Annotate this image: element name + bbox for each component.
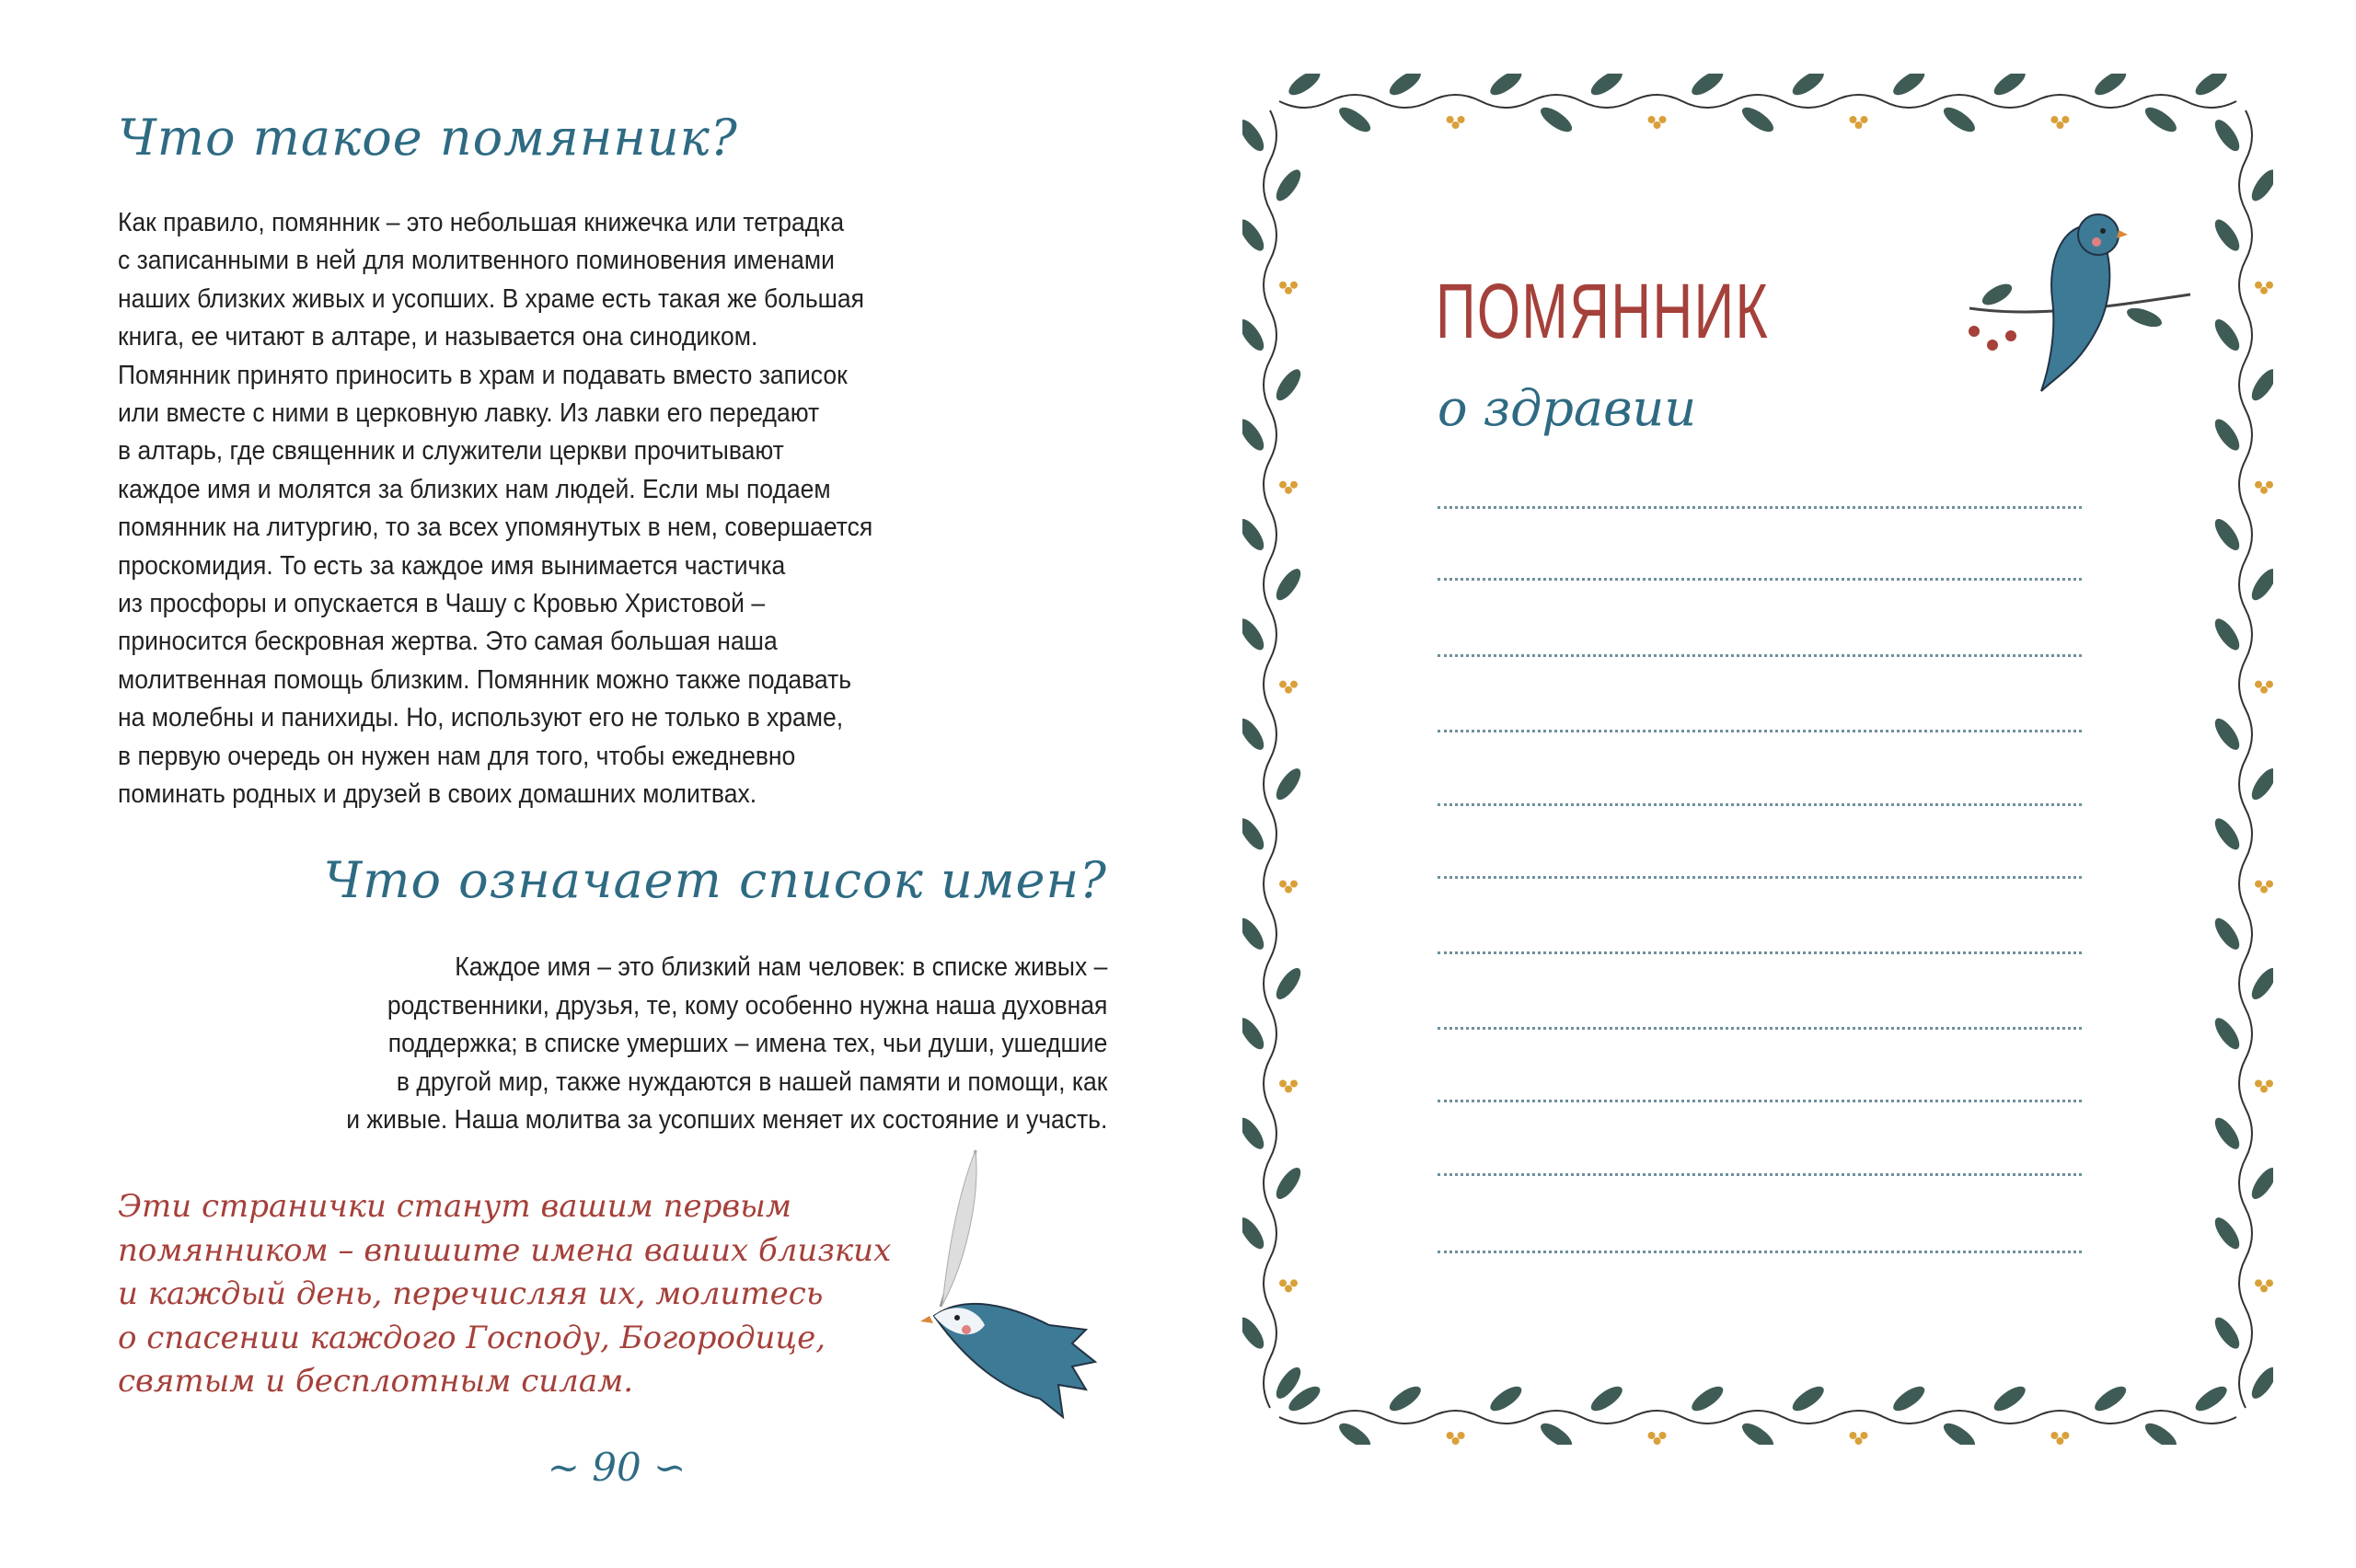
text-line: каждое имя и молятся за близких нам людей. Если мы подаем	[118, 474, 831, 504]
leaf-icon	[1242, 316, 1268, 354]
leaf-icon	[1272, 166, 1305, 204]
leaf-icon	[2142, 103, 2180, 136]
leaf-icon	[2211, 515, 2244, 554]
leaf-icon	[2211, 1314, 2244, 1353]
leaf-icon	[1242, 1314, 1268, 1353]
text-line: родственники, друзья, те, кому особенно нужна наша духовная	[387, 990, 1107, 1020]
leaf-icon	[2211, 715, 2244, 754]
leaf-icon	[2247, 1164, 2273, 1203]
leaf-icon	[1588, 1382, 1626, 1415]
instruction-note	[118, 1185, 891, 1404]
leaf-icon	[2211, 416, 2244, 455]
leaf-icon	[1537, 1419, 1576, 1445]
text-line: в алтарь, где священник и служители церкви прочитывают	[118, 436, 784, 467]
heading-what-names-list-means: Что означает список имен?	[323, 851, 1107, 909]
leaf-icon	[1272, 565, 1305, 604]
leaf-icon	[1242, 715, 1268, 754]
name-entry-line[interactable]	[1438, 730, 2082, 732]
leaf-icon	[1386, 74, 1425, 99]
leaf-icon	[2211, 316, 2244, 354]
text-line: приносится бескровная жертва. Это самая большая наша	[118, 627, 778, 657]
text-line: в другой мир, также нуждаются в нашей памяти и помощи, как	[396, 1066, 1107, 1097]
paragraph-2	[346, 949, 1107, 1140]
name-entry-line[interactable]	[1438, 1251, 2082, 1253]
text-line: и живые. Наша молитва за усопших меняет их состояние и участь.	[345, 1105, 1107, 1135]
name-entry-line[interactable]	[1438, 1173, 2082, 1176]
leaf-icon	[2091, 74, 2130, 99]
name-entry-line[interactable]	[1438, 654, 2082, 657]
page-number-value: 90	[592, 1445, 641, 1490]
leaf-icon	[1242, 615, 1268, 653]
text-line: святым и бесплотным силам.	[118, 1363, 634, 1400]
leaf-icon	[2247, 565, 2273, 604]
text-line: наших близких живых и усопших. В храме есть такая же большая	[118, 283, 865, 314]
text-line: помянником – впишите имена ваших близких	[118, 1231, 892, 1269]
leaf-icon	[1688, 74, 1727, 99]
leaf-icon	[1272, 964, 1305, 1003]
bluebird-on-branch-illustration	[1960, 207, 2200, 419]
pomyannik-title: ПОМЯННИК	[1436, 268, 1770, 354]
leaf-icon	[2247, 964, 2273, 1003]
name-entry-line[interactable]	[1438, 578, 2082, 581]
leaf-icon	[1789, 1382, 1828, 1415]
flourish-right-icon: ∽	[653, 1445, 687, 1490]
text-line: с записанными в ней для молитвенного поминовения именами	[118, 246, 835, 276]
leaf-icon	[2247, 365, 2273, 404]
page-number	[525, 1445, 709, 1490]
text-line: поддержка; в списке умерших – имена тех, чьи души, ушедшие	[387, 1029, 1108, 1058]
name-entry-line[interactable]	[1438, 506, 2082, 509]
text-line: или вместе с ними в церковную лавку. Из лавки его передают	[118, 398, 820, 429]
leaf-icon	[1242, 1114, 1268, 1153]
flourish-left-icon: ∼	[547, 1445, 580, 1490]
leaf-icon	[2211, 1114, 2244, 1153]
leaf-icon	[1242, 116, 1268, 155]
text-line: и каждый день, перечисляя их, молитесь	[118, 1275, 824, 1312]
leaf-icon	[2211, 915, 2244, 953]
leaf-icon	[1537, 103, 1576, 136]
leaf-icon	[2091, 1382, 2130, 1415]
text-line: проскомидия. То есть за каждое имя вынимается частичка	[118, 550, 786, 581]
leaf-icon	[1789, 74, 1828, 99]
leaf-icon	[1991, 1382, 2029, 1415]
text-line: книга, ее читают в алтаре, и называется она синодиком.	[118, 322, 758, 352]
leaf-icon	[2211, 116, 2244, 155]
text-line: в первую очередь он нужен нам для того, чтобы ежедневно	[118, 741, 796, 771]
leaf-icon	[1242, 1214, 1268, 1252]
text-line: Каждое имя – это близкий нам человек: в списке живых –	[454, 952, 1107, 982]
leaf-icon	[1940, 1419, 1979, 1445]
leaf-icon	[1272, 765, 1305, 803]
text-line: Как правило, помянник – это небольшая книжечка или тетрадка	[118, 208, 845, 237]
leaf-icon	[1335, 1419, 1374, 1445]
text-line: молитвенная помощь близким. Помянник можно также подавать	[118, 664, 852, 695]
text-line: Помянник принято приносить в храм и подавать вместо записок	[118, 360, 848, 390]
dove-with-quill-illustration	[911, 1141, 1114, 1435]
leaf-icon	[1940, 103, 1979, 136]
leaf-icon	[1738, 1419, 1777, 1445]
leaf-icon	[2211, 1014, 2244, 1053]
leaf-icon	[1991, 74, 2029, 99]
name-entry-line[interactable]	[1438, 1027, 2082, 1030]
leaf-icon	[2192, 74, 2231, 99]
leaf-icon	[1486, 1382, 1525, 1415]
leaf-icon	[1386, 1382, 1425, 1415]
leaf-icon	[1242, 814, 1268, 853]
leaf-icon	[1272, 365, 1305, 404]
heading-what-is-pomyannik: Что такое помянник?	[118, 109, 738, 167]
paragraph-1	[118, 204, 872, 814]
leaf-icon	[2211, 1214, 2244, 1252]
name-entry-line[interactable]	[1438, 951, 2082, 954]
text-line: о спасении каждого Господу, Богородице,	[118, 1319, 826, 1356]
leaf-icon	[1242, 515, 1268, 554]
text-line: Эти странички станут вашим первым	[118, 1188, 792, 1225]
leaf-icon	[1272, 1164, 1305, 1203]
leaf-icon	[1588, 74, 1626, 99]
leaf-icon	[2192, 1382, 2231, 1415]
pomyannik-subtitle: о здравии	[1438, 379, 1697, 437]
leaf-icon	[1335, 103, 1374, 136]
name-entry-line[interactable]	[1438, 876, 2082, 879]
leaf-icon	[2142, 1419, 2180, 1445]
leaf-icon	[1242, 1014, 1268, 1053]
text-line: помянник на литургию, то за всех упомянутых в нем, совершается	[118, 513, 873, 543]
leaf-icon	[1242, 915, 1268, 953]
leaf-icon	[2247, 765, 2273, 803]
leaf-icon	[1285, 74, 1323, 99]
text-line: из просфоры и опускается в Чашу с Кровью Христовой –	[118, 589, 766, 619]
leaf-icon	[2247, 166, 2273, 204]
leaf-icon	[1486, 74, 1525, 99]
name-entry-line[interactable]	[1438, 1100, 2082, 1102]
leaf-icon	[1889, 1382, 1928, 1415]
name-entry-line[interactable]	[1438, 803, 2082, 806]
leaf-icon	[1242, 416, 1268, 455]
text-line: поминать родных и друзей в своих домашних молитвах.	[118, 779, 757, 810]
leaf-icon	[2211, 814, 2244, 853]
leaf-icon	[1242, 216, 1268, 255]
leaf-icon	[1738, 103, 1777, 136]
text-line: на молебны и панихиды. Но, используют его не только в храме,	[118, 703, 844, 733]
leaf-icon	[2211, 216, 2244, 255]
leaf-icon	[2211, 615, 2244, 653]
leaf-icon	[1688, 1382, 1727, 1415]
leaf-icon	[2247, 1364, 2273, 1402]
leaf-icon	[1889, 74, 1928, 99]
